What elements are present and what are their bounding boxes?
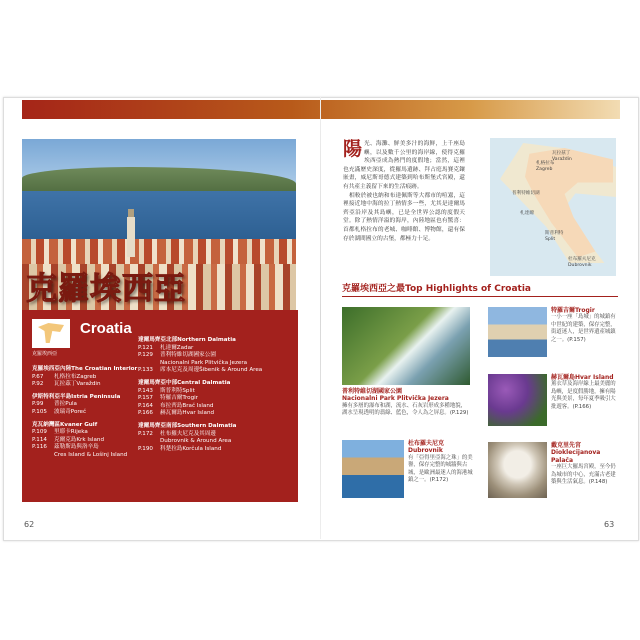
map-label: Zagreb	[536, 167, 553, 172]
entry-page: P.133	[138, 367, 153, 374]
entry-page: P.114	[32, 436, 47, 443]
map-thumbnail	[32, 319, 70, 348]
highlight-hvar: 赫瓦爾島Hvar Island 薰衣草及海岸線上最美麗的島嶼，是度假勝地，擁有陽光與美景，每年夏季吸引大批遊客。(P.166)	[551, 374, 616, 410]
intro-paragraph-2: 相較於被也納和布達佩斯等大都市的喧囂，這裡接近地中海的拉丁熱情多一些，尤其是達爾馬齊亞沿岸及其島嶼，已是全世界公認的度假天堂。除了熱情洋溢的海岸，內陸地區也有驚喜：首都札格拉布的老城、咖啡館、博物館，還有保存於湖間國立的古堡，都極力十足。	[343, 192, 465, 242]
contents-entry	[138, 438, 296, 446]
contents-entry	[32, 429, 152, 437]
contents-entry	[32, 452, 152, 460]
contents-entry	[138, 446, 296, 454]
entry-page: P.105	[32, 408, 47, 415]
map-label: 瓦拉茲丁	[552, 151, 571, 156]
entry-page: P.109	[32, 429, 47, 436]
entry-title: 波瑞奇Poreč	[54, 408, 87, 415]
photo-dubrovnik	[342, 440, 404, 498]
contents-entry	[138, 395, 296, 403]
entry-title: 特羅吉爾Trogir	[160, 395, 198, 402]
region-map	[490, 138, 616, 276]
contents-column-1	[32, 366, 152, 460]
map-label: 杜布羅夫尼克	[568, 257, 596, 262]
contents-heading: 達爾馬齊亞中部Central Dalmatia	[138, 379, 231, 386]
contents-heading: 達爾馬齊亞南部Southern Dalmatia	[138, 422, 237, 429]
entry-title: 瓦拉茲丁Varaždin	[54, 381, 101, 388]
entry-page: P.99	[32, 401, 44, 408]
map-label: Varaždin	[552, 157, 572, 162]
drop-cap: 陽	[343, 138, 363, 160]
contents-heading: 伊斯特利亞半島Istria Peninsula	[32, 393, 121, 400]
contents-entry	[138, 352, 296, 360]
entry-page: P.67	[32, 373, 44, 380]
entry-title: Nacionalni Park Plitvička Jezera	[160, 359, 248, 366]
entry-title: 札格拉布Zagreb	[54, 373, 97, 380]
entry-page	[138, 438, 160, 446]
entry-page: P.129	[138, 352, 153, 359]
photo-diocletian-palace	[488, 442, 547, 498]
header-bar	[22, 100, 620, 119]
contents-entry	[138, 431, 296, 439]
contents-heading: 克羅埃西亞內陸The Croatian Interior	[32, 366, 138, 372]
photo-plitvice	[342, 307, 470, 385]
contents-heading: 達爾馬齊亞北部Northern Dalmatia	[138, 337, 236, 343]
contents-entry	[32, 409, 152, 417]
contents-entry	[32, 444, 152, 452]
entry-title: 札達爾Zadar	[160, 344, 194, 351]
highlights-divider	[342, 296, 618, 297]
highlight-dubrovnik: 杜布羅夫尼克Dubrovnik 有「亞得里亞海之珠」的美譽，保存完整的城牆與古城，是歐洲最迷人的海港城鎮之一。(P.172)	[408, 440, 473, 484]
country-name: Croatia	[80, 320, 132, 337]
map-label: 斯普利特	[545, 231, 564, 236]
map-label: 札達爾	[520, 211, 534, 216]
entry-page: P.92	[32, 381, 44, 388]
contents-entry	[138, 367, 296, 375]
map-label: Split	[545, 237, 556, 242]
entry-page: P.164	[138, 402, 153, 409]
entry-title: 杜布羅夫尼克及其周邊	[160, 430, 216, 437]
entry-title: 科楚拉島Korčula Island	[160, 445, 222, 452]
contents-column-2	[138, 337, 296, 453]
entry-title: 普拉Pula	[54, 401, 77, 408]
entry-title: 布拉齊島Brač Island	[160, 402, 214, 409]
highlight-trogir: 特羅吉爾Trogir 一小一座「島城」的城鎮有中世紀的建築，保存完整，街道迷人，是世界遺產城鎮之一。(P.157)	[551, 307, 616, 343]
highlight-plitvice: 普利特維切湖國家公園 Nacionalni Park Plitvička Jezera 擁有多層的瀑布和湖，流水、石灰岩形成多種地貌，湖水呈現透明的翡綠、藍色，令人為之屏息。(P.129)	[342, 388, 469, 417]
highlights-title: 克羅埃西亞之最Top Highlights of Croatia	[342, 284, 531, 294]
entry-title: 席本尼克及周邊Šibenik & Around Area	[160, 367, 263, 374]
entry-page: P.172	[138, 430, 153, 437]
map-label: 札格拉布	[536, 161, 555, 166]
contents-box	[22, 310, 298, 502]
entry-title: Dubrovnik & Around Area	[160, 438, 232, 445]
contents-entry	[32, 401, 152, 409]
map-label: Dubrovnik	[568, 263, 592, 268]
intro-paragraph-1: 光、海灘、鮮美多汁的海鮮，上千座島嶼，以及數千公里的海岸線，使得克羅埃西亞成為熱門的度假地；當然，這裡也充滿歷史深度，從羅馬遺跡、拜占庭馬賽克鑲嵌畫，威尼斯哥德式建築到哈布斯堡式宮殿，還有共產主義留下來的生活痕跡。	[343, 141, 465, 190]
page-number-left: 62	[24, 520, 35, 529]
entry-title: 克爾克島Krk Island	[54, 436, 105, 443]
entry-title: 里耶卡Rijeka	[54, 429, 88, 436]
entry-page	[32, 452, 54, 460]
entry-title: 赫瓦爾島Hvar Island	[160, 410, 215, 417]
entry-title: 斯普利特Split	[160, 387, 195, 394]
entry-title: Cres Island & Lošinj Island	[54, 451, 128, 458]
photo-trogir	[488, 307, 547, 357]
intro-text	[343, 140, 465, 243]
entry-page: P.121	[138, 344, 153, 351]
photo-hvar	[488, 374, 547, 426]
page-title: 克羅埃西亞	[26, 271, 186, 307]
contents-heading: 克瓦納灣區Kvaner Gulf	[32, 421, 98, 428]
page-number-right: 63	[604, 520, 615, 529]
highlight-diocletian-palace: 戴克里先宮 Dioklecijanova Palača 一座巨大羅馬宮殿，至今仍為城市的中心，充滿古老建築與生活氣息。(P.148)	[551, 442, 616, 486]
contents-entry	[32, 381, 152, 389]
entry-page: P.157	[138, 395, 153, 402]
entry-page: P.143	[138, 387, 153, 394]
map-thumbnail-label: 克羅埃西亞	[32, 351, 58, 357]
page-fold	[320, 97, 321, 539]
entry-page	[138, 360, 160, 368]
entry-title: 茲勒斯島與洛辛島	[54, 444, 99, 451]
map-label: 普利特維切湖	[512, 191, 540, 196]
entry-page: P.190	[138, 445, 153, 452]
entry-page: P.166	[138, 410, 153, 417]
entry-page: P.116	[32, 444, 47, 451]
entry-title: 普利特維切湖國家公園	[160, 352, 216, 359]
contents-entry	[138, 410, 296, 418]
